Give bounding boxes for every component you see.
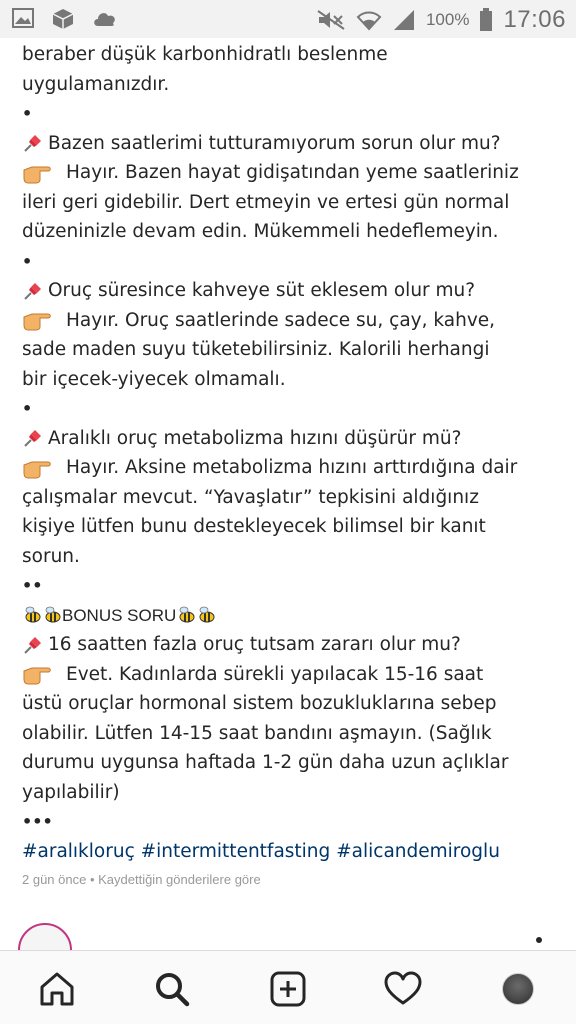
pushpin-icon xyxy=(22,634,44,656)
pointing-hand-icon xyxy=(22,162,52,184)
bee-icon xyxy=(176,605,196,625)
caption-line: üstü oruçlar hormonal sistem bozukluklarına sebep xyxy=(22,693,497,714)
status-bar-notifications xyxy=(12,8,118,30)
battery-icon xyxy=(479,8,493,32)
status-bar xyxy=(0,0,576,38)
status-bar-system xyxy=(316,6,566,34)
post-timestamp: 2 gün önce • Kaydettiğin gönderilere göre xyxy=(22,872,261,887)
caption-line: durumu uygunsa haftada 1-2 gün daha uzun açlıklar xyxy=(22,752,509,773)
answer-text: Evet. Kadınlarda sürekli yapılacak 15-16 saat xyxy=(66,663,484,685)
search-icon[interactable] xyxy=(150,967,194,1011)
gallery-icon xyxy=(12,8,34,30)
separator-dot: ••• xyxy=(22,812,53,831)
caption-line: düzeninizle devam edin. Mükemmeli hedeflemeyin. xyxy=(22,221,499,242)
answer-text: Hayır. Aksine metabolizma hızını arttırdığına dair xyxy=(66,457,518,478)
question-text: Bazen saatlerimi tutturamıyorum sorun olur mu? xyxy=(48,132,501,154)
pushpin-icon xyxy=(22,132,44,154)
bottom-navigation xyxy=(0,950,576,1024)
pointing-hand-icon xyxy=(22,457,52,479)
caption-line: olabilir. Lütfen 14-15 saat bandını aşmayın. (Sağlık xyxy=(22,722,492,744)
pushpin-icon xyxy=(22,427,44,449)
answer-text: Hayır. Oruç saatlerinde sadece su, çay, kahve, xyxy=(66,309,496,331)
question-line xyxy=(22,424,562,454)
caption-line: sorun. xyxy=(22,545,80,567)
mute-icon xyxy=(316,9,346,31)
add-post-icon[interactable] xyxy=(266,967,310,1011)
signal-icon xyxy=(392,9,416,31)
answer-text: Hayır. Bazen hayat gidişatından yeme saatleriniz xyxy=(66,162,519,183)
separator-dot: • xyxy=(22,251,33,271)
bonus-title: BONUS SORU xyxy=(62,605,177,625)
pointing-hand-icon xyxy=(22,309,52,331)
caption-line: yapılabilir) xyxy=(22,781,120,803)
profile-avatar[interactable] xyxy=(496,967,540,1011)
separator-dot: • xyxy=(22,399,33,418)
caption-line: bir içecek-yiyecek olmamalı. xyxy=(22,368,286,390)
bonus-line xyxy=(22,601,562,631)
bee-icon xyxy=(42,605,62,625)
cloud-icon xyxy=(92,8,118,30)
separator-dot: • xyxy=(22,104,33,123)
battery-percent: 100% xyxy=(425,10,470,29)
more-options-icon[interactable] xyxy=(536,937,542,943)
question-text: Aralıklı oruç metabolizma hızını düşürür mü? xyxy=(48,427,462,449)
home-icon[interactable] xyxy=(35,967,79,1011)
answer-line xyxy=(22,158,562,188)
separator-dot: •• xyxy=(22,576,43,595)
question-line xyxy=(22,276,562,306)
question-text: 16 saatten fazla oruç tutsam zararı olur mu? xyxy=(48,634,461,655)
caption-line: ileri geri gidebilir. Dert etmeyin ve ertesi gün normal xyxy=(22,191,510,213)
answer-line xyxy=(22,453,562,483)
avatar[interactable] xyxy=(18,923,72,951)
question-line xyxy=(22,129,562,159)
caption-line: sade maden suyu tüketebilirsiniz. Kalorili herhangi xyxy=(22,339,490,360)
clock: 17:06 xyxy=(503,6,566,33)
activity-heart-icon[interactable] xyxy=(381,967,425,1011)
avatar[interactable] xyxy=(502,973,534,1005)
question-text: Oruç süresince kahveye süt eklesem olur mu? xyxy=(48,280,476,301)
box-icon xyxy=(52,8,74,30)
caption-line: uygulamanızdır. xyxy=(22,73,170,95)
pushpin-icon xyxy=(22,280,44,302)
answer-line xyxy=(22,306,562,336)
bee-icon xyxy=(196,605,216,625)
wifi-icon xyxy=(356,9,382,31)
answer-line xyxy=(22,660,562,690)
pointing-hand-icon xyxy=(22,663,52,685)
caption-line: çalışmalar mevcut. “Yavaşlatır” tepkisini aldığınız xyxy=(22,486,479,508)
bee-icon xyxy=(22,605,42,625)
hashtags-link[interactable]: #aralıkloruç #intermittentfasting #alicandemiroglu xyxy=(22,840,500,862)
caption-line: kişiye lütfen bunu destekleyecek bilimsel bir kanıt xyxy=(22,516,486,537)
next-post-header[interactable] xyxy=(0,915,576,951)
question-line xyxy=(22,630,562,660)
caption-line: beraber düşük karbonhidratlı beslenme xyxy=(22,44,388,65)
post-caption xyxy=(22,40,562,866)
